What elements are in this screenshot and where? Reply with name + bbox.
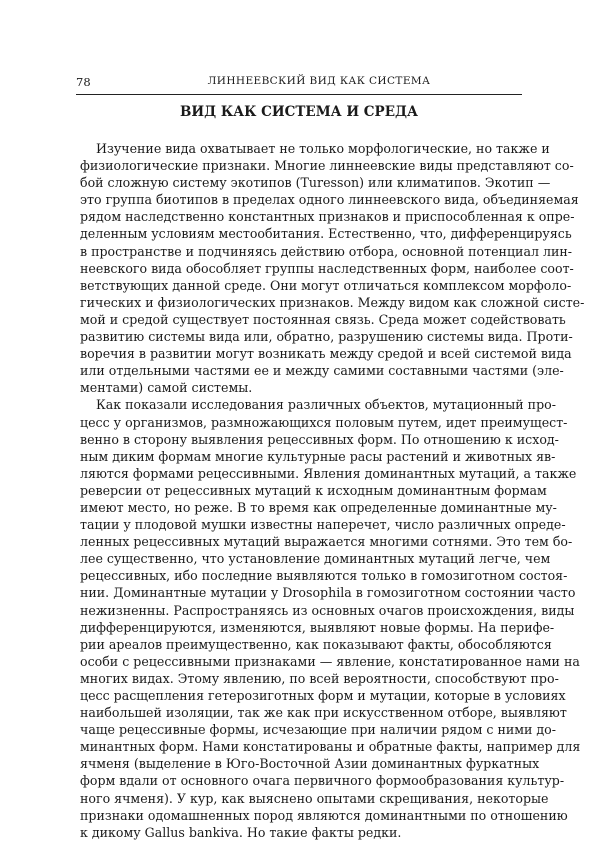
text-line: минантных форм. Нами констатированы и обратные факты, например для [80,739,581,755]
text-line: ляются формами рецессивными. Явления доминантных мутаций, а также [80,465,577,481]
text-line: чаще рецессивные формы, исчезающие при наличии рядом с ними до- [80,722,557,738]
paragraph-2 [80,396,581,840]
text-line: или отдельными частями ее и между самими составными частями (эле- [80,363,564,379]
text-line: мой и средой существует постоянная связь. Среда может содействовать [80,311,566,327]
text-line: имеют место, но реже. В то время как определенные доминантные му- [80,499,557,515]
text-line: форм вдали от основного очага первичного формообразования культур- [80,773,565,789]
text-line: нии. Доминантные мутации у Drosophila в гомозиготном состоянии часто [80,585,576,601]
page-number: 78 [76,75,91,89]
text-line: особи с рецессивными признаками — явление, констатированное нами на [80,653,580,669]
paragraph-1 [80,140,585,396]
text-line: Как показали исследования различных объектов, мутационный про- [96,397,556,413]
text-line: нежизненны. Распространяясь из основных очагов происхождения, виды [80,602,575,618]
text-line: Изучение вида охватывает не только морфологические, но также и [96,141,550,156]
text-line: рядом наследственно константных признаков и приспособленная к опре- [80,209,575,225]
running-header [76,74,522,95]
text-line: ветствующих данной среде. Они могут отличаться комплексом морфоло- [80,277,572,293]
text-line: цесс расщепления гетерозиготных форм и мутации, которые в условиях [80,688,566,703]
text-line: физиологические признаки. Многие линнеевские виды представляют со- [80,158,574,174]
text-line: неевского вида обособляет группы наследственных форм, наиболее соот- [80,260,574,276]
body-text [80,140,585,841]
text-line: ментами) самой системы. [80,380,253,396]
text-line: реверсии от рецессивных мутаций к исходным доминантным формам [80,482,547,498]
text-line: в пространстве и подчиняясь действию отбора, основной потенциал лин- [80,243,572,259]
text-line: к дикому Gallus bankiva. Но такие факты редки. [80,824,402,840]
text-line: бой сложную систему экотипов (Turesson) или климатипов. Экотип — [80,175,551,191]
text-line: гических и физиологических признаков. Между видом как сложной систе- [80,294,585,310]
text-line: воречия в развитии могут возникать между средой и всей системой вида [80,346,572,362]
text-line: лее существенно, что установление доминантных мутаций легче, чем [80,551,551,567]
text-line: венно в сторону выявления рецессивных форм. По отношению к исход- [80,431,559,447]
running-head-title: ЛИННЕЕВСКИЙ ВИД КАК СИСТЕМА [207,75,431,87]
text-line: рии ареалов преимущественно, как показывают факты, обособляются [80,636,552,652]
text-line: тации у плодовой мушки известны наперечет, число различных опреде- [80,517,566,533]
text-line: это группа биотипов в пределах одного линнеевского вида, объединяемая [80,192,579,208]
text-line: ного ячменя). У кур, как выяснено опытами скрещивания, некоторые [80,790,549,806]
text-line: ным диким формам многие культурные расы растений и животных яв- [80,448,556,464]
text-line: многих видах. Этому явлению, по всей вероятности, способствуют про- [80,670,559,686]
text-line: ячменя (выделение в Юго-Восточной Азии доминантных фуркатных [80,756,540,772]
text-line: ленных рецессивных мутаций выражается многими сотнями. Это тем бо- [80,534,573,550]
text-line: признаки одомашненных пород являются доминантными по отношению [80,807,568,823]
text-line: цесс у организмов, размножающихся половым путем, идет преимущест- [80,414,568,430]
text-line: наибольшей изоляции, так же как при искусственном отборе, выявляют [80,705,567,721]
text-line: дифференцируются, изменяются, выявляют новые формы. На перифе- [80,619,555,635]
section-title: ВИД КАК СИСТЕМА И СРЕДА [180,104,418,120]
text-line: развитию системы вида или, обратно, разрушению системы вида. Проти- [80,329,573,345]
text-line: рецессивных, ибо последние выявляются только в гомозиготном состоя- [80,568,568,584]
text-line: деленным условиям местообитания. Естественно, что, дифференцируясь [80,226,572,242]
